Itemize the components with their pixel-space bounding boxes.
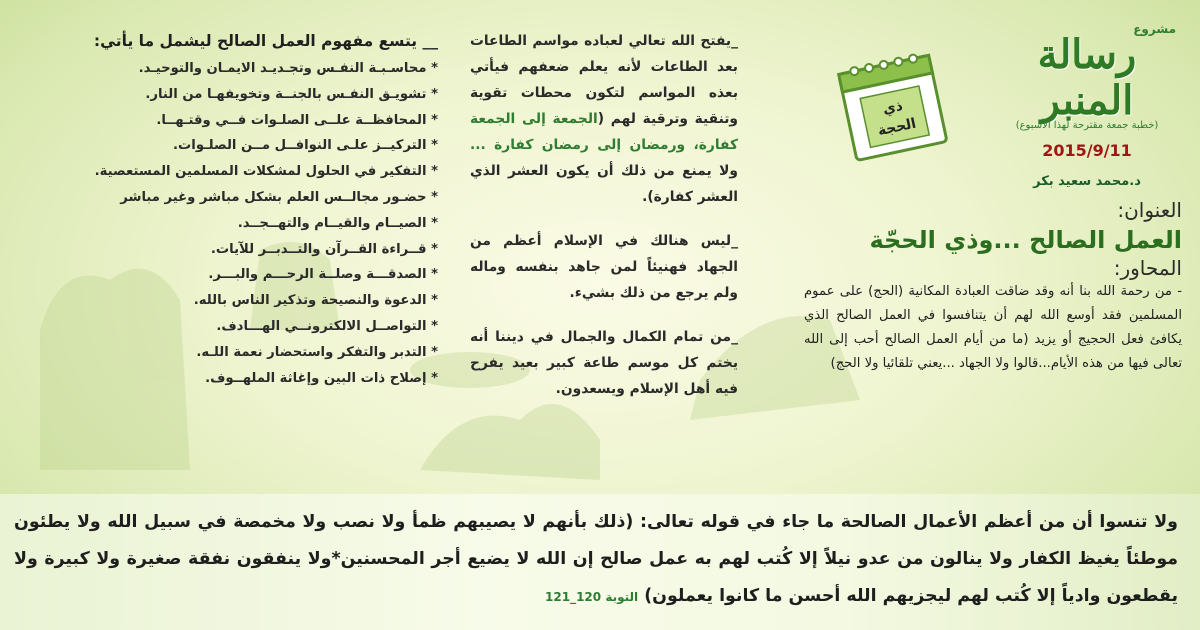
- calendar-line2: الحجة: [876, 115, 918, 140]
- list-item: * حضـور مجالــس العلم بشكل مباشر وغير مباشر: [120, 189, 438, 205]
- middle-paragraph-1-highlight: الجمعة إلى الجمعة كفارة، ورمضان إلى رمضان كفارة ...: [470, 111, 738, 153]
- calendar-line1: ذي: [881, 98, 905, 118]
- list-item: * المحافظــة علــى الصلـوات فــي وقتـهــا.: [156, 112, 438, 128]
- middle-paragraph-1-start: _يفتح الله تعالي لعباده مواسم الطاعات بعد الطاعات لأنه يعلم ضعفهم فيأتي بعذه المواسم لتكون محطات تقوية وتنقية وترقية لهم (: [470, 33, 739, 127]
- list-item: * قــراءة القــرآن والتــدبــر للآيات.: [210, 241, 438, 257]
- middle-paragraph-2: _ليس هنالك في الإسلام أعظم من الجهاد فهنيئاً لمن جاهد بنفسه وماله ولم يرجع من ذلك بشيء.: [470, 233, 738, 301]
- list-item: * محاسـبـة النفـس وتجـديـد الايمـان والتوحيـد.: [138, 61, 438, 76]
- good-deeds-list: [18, 56, 438, 391]
- middle-column: [470, 28, 738, 420]
- bottom-verse-block: [14, 504, 1178, 616]
- author-name: د.محمد سعيد بكر: [1033, 174, 1141, 189]
- title-heading: العنوان:: [1117, 198, 1182, 222]
- list-item: * التفكير في الحلول لمشكلات المسلمين المستعصية.: [94, 164, 438, 180]
- axes-heading: المحاور:: [1113, 256, 1182, 280]
- list-item: * التدبر والتفكر واستحضار نعمة اللـه.: [196, 344, 438, 360]
- middle-paragraph-1-end: ولا يمنع من ذلك أن يكون العشر الذي العشر كفارة).: [470, 163, 738, 205]
- list-item: * الدعوة والنصيحة وتذكير الناس بالله.: [193, 293, 438, 309]
- brand-prefix: مشروع: [1133, 22, 1176, 36]
- brand-subtitle: (خطبة جمعة مقترحة لهذا الأسبوع): [1015, 120, 1159, 131]
- middle-paragraph-3: _من تمام الكمال والجمال في ديننا أنه يختم كل موسم طاعة كبير بعيد يفرح فيه أهل الإسلام ويسعدون.: [470, 329, 738, 397]
- verse-reference: التوبة 120_121: [545, 590, 639, 604]
- right-paragraph: - من رحمة الله بنا أنه وقد ضاقت العبادة المكانية (الحج) على عموم المسلمين فقد أوسع الله لهم أن يتنافسوا في العمل الصالح الذي يكافئ فعل الحجيج أو يزيد (ما من أيام العمل الصالح أحب إلى الله تعالى فيها من هذه الأيام...قالوا ولا الجهاد ...يعني تلقائيا ولا الحج): [804, 284, 1182, 371]
- calendar-icon: [832, 44, 952, 164]
- list-item: * التواصــل الالكترونــي الهـــادف.: [216, 318, 438, 334]
- header-block: [992, 22, 1182, 189]
- left-column: [18, 32, 438, 391]
- list-title: __ يتسع مفهوم العمل الصالح ليشمل ما يأتي:: [93, 32, 438, 50]
- list-item: * الصدقـــة وصلــة الرحـــم والبـــر.: [208, 267, 438, 283]
- list-item: * إصلاح ذات البين وإغاثة الملهــوف.: [205, 370, 438, 386]
- brand-logo-text: رسالة المنبر: [1037, 31, 1137, 124]
- list-item: * الصيــام والقيــام والتهــجــد.: [237, 215, 438, 231]
- bottom-verse-text: ولا تنسوا أن من أعظم الأعمال الصالحة ما جاء في قوله تعالى: (ذلك بأنهم لا يصيبهم ظمأ ولا نصب ولا مخمصة في سبيل الله ولا يطئون موطئاً يغيظ الكفار ولا ينالون من عدو نيلاً إلا كُتب لهم به عمل صالح إن الله لا يضيع أجر المحسنين*ولا ينفقون نفقة صغيرة ولا كبيرة ولا يقطعون وادياً إلا كُتب لهم ليجزيهم الله أحسن ما كانوا يعملون): [14, 512, 1178, 606]
- list-item: * التركيــز علـى النوافــل مــن الصلـوات.: [173, 138, 438, 154]
- date-label: 2015/9/11: [1042, 141, 1132, 160]
- main-title: العمل الصالح ...وذي الحجّة: [869, 226, 1182, 254]
- list-item: * تشويـق النفـس بالجنــة وتخويفهـا من النار.: [145, 86, 438, 102]
- right-column: [804, 198, 1182, 376]
- middle-paragraph-1: [470, 28, 738, 210]
